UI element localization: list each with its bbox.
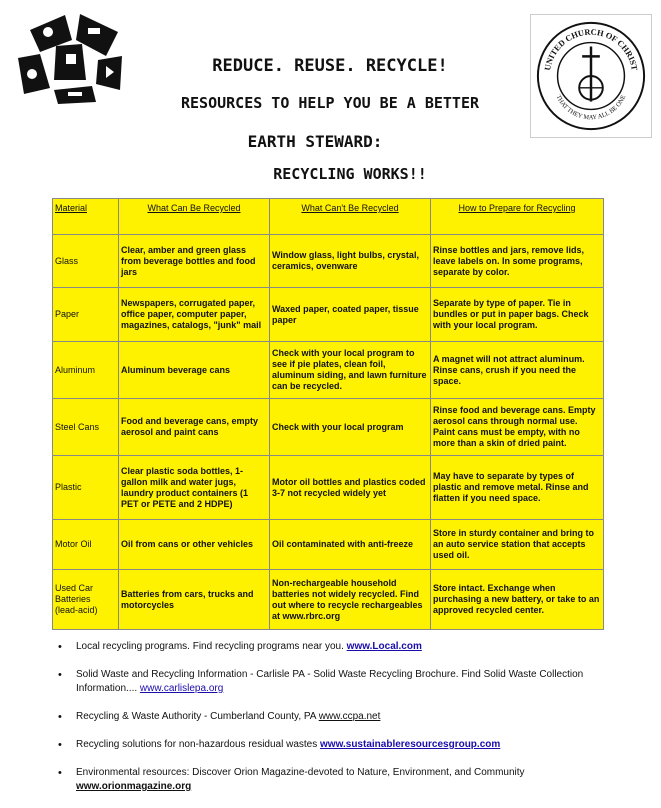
list-item: [56, 766, 616, 794]
cell-cant: Motor oil bottles and plastics coded 3-7 not recycled widely yet: [270, 456, 431, 520]
table-header-row: [53, 199, 604, 235]
cell-prepare: Separate by type of paper. Tie in bundles or put in paper bags. Check with your local program.: [431, 288, 604, 342]
table-row: [53, 570, 604, 630]
seal-bottom-text: THAT THEY MAY ALL BE ONE: [554, 93, 628, 122]
resource-text: Recycling & Waste Authority - Cumberland County, PA: [76, 711, 319, 722]
cell-material: Glass: [53, 235, 119, 288]
table-row: [53, 235, 604, 288]
local-com-link[interactable]: www.Local.com: [346, 641, 422, 652]
column-header-can: What Can Be Recycled: [119, 199, 270, 235]
cell-can: Batteries from cars, trucks and motorcycles: [119, 570, 270, 630]
cell-can: Aluminum beverage cans: [119, 342, 270, 399]
cell-cant: Waxed paper, coated paper, tissue paper: [270, 288, 431, 342]
list-item: [56, 640, 616, 654]
cell-material: Paper: [53, 288, 119, 342]
cell-can: Clear plastic soda bottles, 1-gallon milk and water jugs, laundry product containers (1 PET or PETE and 2 HDPE): [119, 456, 270, 520]
recycling-logo-icon: [10, 10, 130, 105]
cell-prepare: A magnet will not attract aluminum. Rinse cans, crush if you need the space.: [431, 342, 604, 399]
list-item: [56, 738, 616, 752]
cell-prepare: May have to separate by types of plastic and remove metal. Rinse and flatten if you need space.: [431, 456, 604, 520]
column-header-cant: What Can't Be Recycled: [270, 199, 431, 235]
table-row: [53, 520, 604, 570]
cell-can: Clear, amber and green glass from beverage bottles and food jars: [119, 235, 270, 288]
resource-text: Solid Waste and Recycling Information - Carlisle PA - Solid Waste Recycling Brochure. Find Solid Waste Collection Information....: [76, 669, 584, 694]
cell-can: Oil from cans or other vehicles: [119, 520, 270, 570]
ccpa-link[interactable]: www.ccpa.net: [318, 711, 381, 722]
list-item: [56, 710, 616, 724]
title-line-1: REDUCE. REUSE. RECYCLE!: [212, 56, 448, 76]
carlislepa-link[interactable]: www.carlislepa.org: [139, 683, 224, 694]
cell-cant: Check with your local program to see if pie plates, clean foil, aluminum siding, and lawn furniture can be recycled.: [270, 342, 431, 399]
title-line-3: EARTH STEWARD:: [247, 132, 383, 151]
cell-prepare: Rinse food and beverage cans. Empty aerosol cans through normal use. Paint cans must be empty, with no more than a skin of dried paint.: [431, 399, 604, 456]
title-line-4: RECYCLING WORKS!!: [273, 165, 427, 183]
resource-text: Recycling solutions for non-hazardous residual wastes: [76, 739, 321, 750]
seal-top-text: UNITED CHURCH OF CHRIST: [543, 27, 639, 72]
cell-cant: Non-rechargeable household batteries not widely recycled. Find out where to recycle rechargeables at www.rbrc.org: [270, 570, 431, 630]
cell-prepare: Rinse bottles and jars, remove lids, leave labels on. In some programs, separate by color.: [431, 235, 604, 288]
cell-material: Used Car Batteries (lead-acid): [53, 570, 119, 630]
resource-text: Local recycling programs. Find recycling programs near you.: [76, 641, 347, 652]
cell-can: Food and beverage cans, empty aerosol and paint cans: [119, 399, 270, 456]
title-line-2: RESOURCES TO HELP YOU BE A BETTER: [180, 94, 479, 112]
cell-prepare: Store intact. Exchange when purchasing a new battery, or take to an approved recycled center.: [431, 570, 604, 630]
recycling-table: [52, 198, 604, 630]
column-header-prepare: How to Prepare for Recycling: [431, 199, 604, 235]
cell-material: Steel Cans: [53, 399, 119, 456]
column-header-material: Material: [53, 199, 119, 235]
cell-cant: Check with your local program: [270, 399, 431, 456]
cell-material: Motor Oil: [53, 520, 119, 570]
cell-material: Plastic: [53, 456, 119, 520]
resource-text: Environmental resources: Discover Orion Magazine-devoted to Nature, Environment, and Community: [76, 767, 525, 778]
table-row: [53, 342, 604, 399]
ucc-seal-icon: [532, 16, 650, 136]
resource-list: [56, 640, 616, 808]
cell-material: Aluminum: [53, 342, 119, 399]
cell-cant: Window glass, light bulbs, crystal, ceramics, ovenware: [270, 235, 431, 288]
cell-cant: Oil contaminated with anti-freeze: [270, 520, 431, 570]
table-row: [53, 456, 604, 520]
cell-can: Newspapers, corrugated paper, office paper, computer paper, magazines, catalogs, "junk" mail: [119, 288, 270, 342]
list-item: [56, 668, 616, 696]
sustainable-resources-link[interactable]: www.sustainableresourcesgroup.com: [320, 739, 501, 750]
table-row: [53, 399, 604, 456]
orion-magazine-link[interactable]: www.orionmagazine.org: [76, 781, 192, 792]
cell-prepare: Store in sturdy container and bring to an auto service station that accepts used oil.: [431, 520, 604, 570]
table-row: [53, 288, 604, 342]
